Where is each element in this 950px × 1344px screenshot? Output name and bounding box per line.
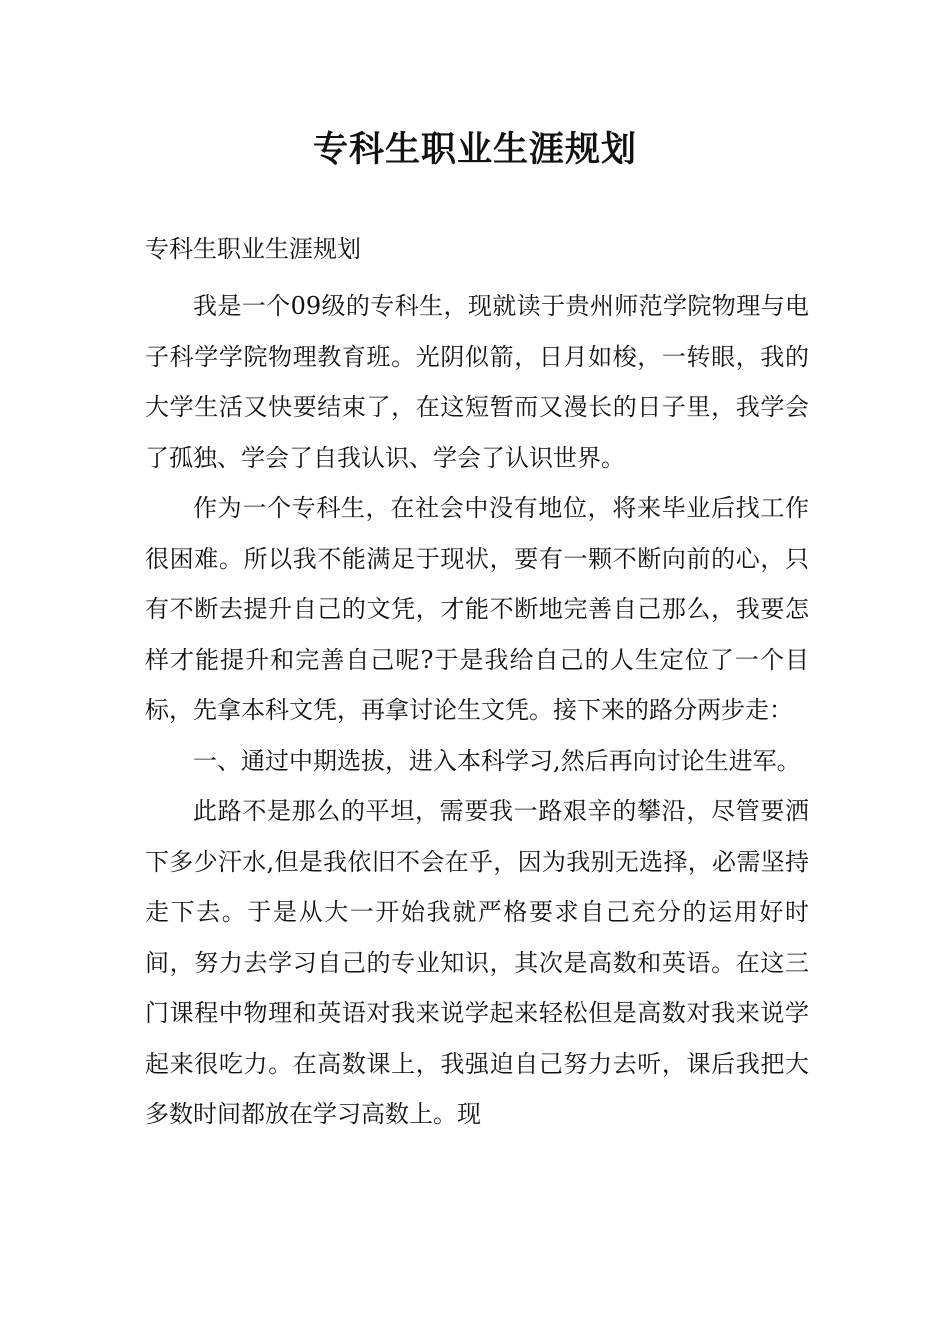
page-title: 专科生职业生涯规划 [312,130,637,170]
paragraph-step-one: 一、通过中期选拔，进入本科学习,然后再向讨论生进军。 [193,746,801,775]
paragraph-effort: 此路不是那么的平坦，需要我一路艰辛的攀沿，尽管要洒下多少汗水,但是我依旧不会在乎，因为我别无选择，必需坚持走下去。于是从大一开始我就严格要求自己充分的运用好时间，努力去学习自己的专业知识，其次是高数和英语。在这三门课程中物理和英语对我来说学起来轻松但是高数对我来说学起来很吃力。在高数课上，我强迫自己努力去听，课后我把大多数时间都放在学习高数上。现 [145,797,809,1128]
document-subtitle: 专科生职业生涯规划 [145,235,361,263]
document-body [145,229,809,1140]
paragraph-goal: 作为一个专科生，在社会中没有地位，将来毕业后找工作很困难。所以我不能满足于现状，要有一颗不断向前的心，只有不断去提升自己的文凭，才能不断地完善自己那么，我要怎样才能提升和完善自己呢?于是我给自己的人生定位了一个目标，先拿本科文凭，再拿讨论生文凭。接下来的路分两步走： [145,494,809,724]
paragraph-intro: 我是一个09级的专科生，现就读于贵州师范学院物理与电子科学学院物理教育班。光阴似箭，日月如梭，一转眼，我的大学生活又快要结束了，在这短暂而又漫长的日子里，我学会了孤独、学会了自我认识、学会了认识世界。 [145,292,809,472]
